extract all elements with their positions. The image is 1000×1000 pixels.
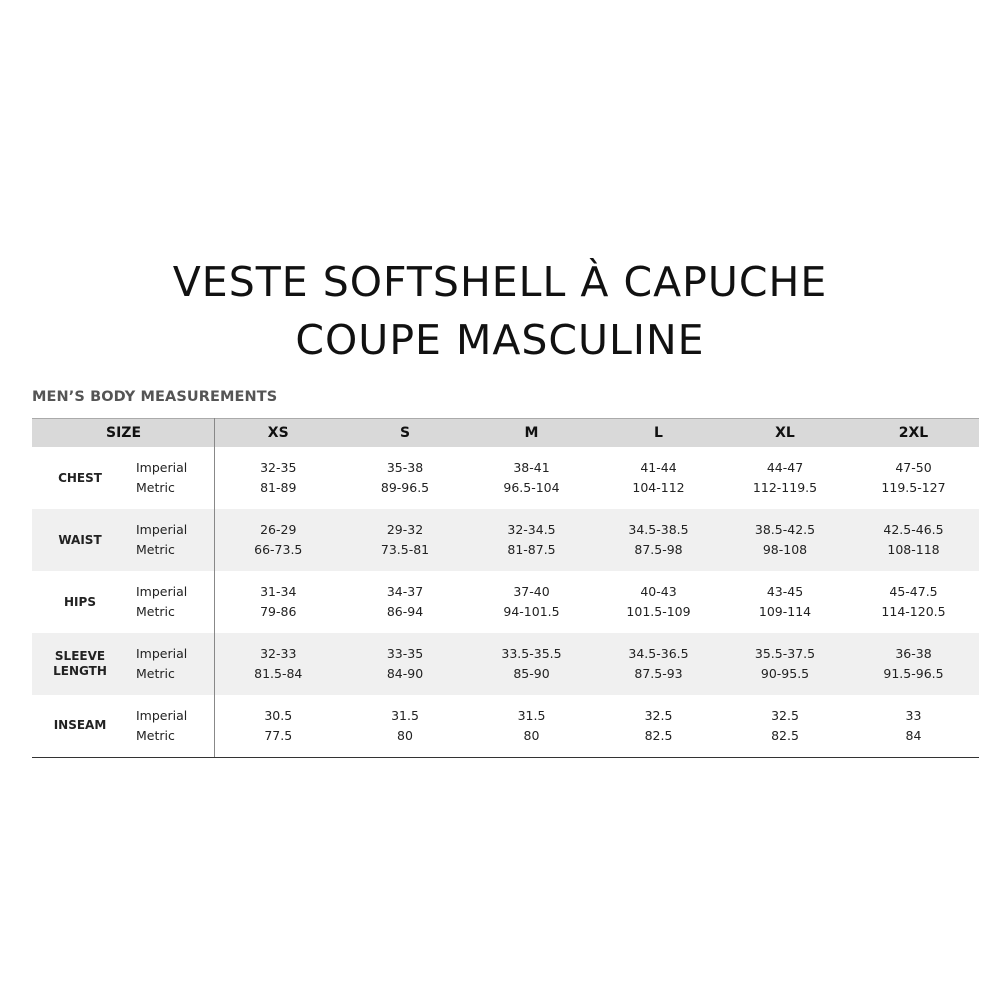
imperial-value: 34.5-38.5	[628, 522, 689, 537]
imperial-value: 37-40	[513, 584, 550, 599]
table-row	[32, 447, 979, 509]
measurement-name: LENGTH	[53, 664, 107, 678]
value-cell	[848, 695, 979, 757]
metric-value: 81-87.5	[507, 542, 556, 557]
imperial-label: Imperial	[136, 646, 188, 661]
imperial-value: 31-34	[260, 584, 297, 599]
value-cell	[848, 447, 979, 509]
value-cell	[342, 447, 468, 509]
metric-value: 89-96.5	[380, 480, 430, 495]
value-cell	[468, 447, 595, 509]
metric-value: 94-101.5	[503, 604, 560, 619]
metric-value: 86-94	[386, 604, 424, 619]
imperial-value: 38.5-42.5	[754, 522, 816, 537]
value-cell	[214, 509, 342, 571]
measurement-label-cell	[32, 447, 214, 509]
product-title-line-1: VESTE SOFTSHELL À CAPUCHE	[172, 258, 828, 306]
header-row	[32, 419, 979, 448]
imperial-value: 35.5-37.5	[754, 646, 816, 661]
measurement-name: WAIST	[58, 532, 102, 547]
size-header-cell: 2XL	[848, 419, 979, 448]
metric-value: 104-112	[632, 480, 685, 495]
metric-value: 85-90	[513, 666, 550, 681]
imperial-value: 33	[905, 707, 922, 723]
value-cell	[342, 695, 468, 757]
metric-value: 82.5	[771, 727, 799, 743]
imperial-value: 41-44	[640, 460, 677, 475]
metric-label: Metric	[136, 666, 175, 681]
value-cell	[468, 633, 595, 695]
value-cell	[848, 633, 979, 695]
measurement-label-cell	[32, 571, 214, 633]
value-cell	[595, 695, 722, 757]
measurement-label-cell	[32, 509, 214, 571]
imperial-value: 30.5	[264, 707, 293, 723]
metric-value: 77.5	[264, 727, 293, 743]
metric-value: 80	[523, 727, 540, 743]
value-cell	[468, 695, 595, 757]
metric-value: 73.5-81	[380, 542, 430, 557]
value-cell	[848, 509, 979, 571]
value-cell	[342, 571, 468, 633]
imperial-label: Imperial	[136, 584, 188, 599]
imperial-label: Imperial	[136, 522, 188, 537]
measurement-name: SLEEVE	[54, 649, 106, 663]
metric-value: 84-90	[386, 666, 424, 681]
imperial-value: 32.5	[644, 707, 673, 723]
imperial-value: 32-33	[260, 646, 297, 661]
imperial-label: Imperial	[136, 707, 188, 723]
imperial-value: 43-45	[766, 584, 804, 599]
value-cell	[342, 509, 468, 571]
size-header: SIZE	[32, 419, 214, 448]
imperial-label: Imperial	[136, 460, 188, 475]
metric-value: 112-119.5	[752, 480, 818, 495]
metric-value: 80	[397, 727, 413, 743]
metric-value: 79-86	[260, 604, 297, 619]
value-cell	[848, 571, 979, 633]
imperial-value: 32.5	[771, 707, 799, 723]
value-cell	[342, 633, 468, 695]
imperial-value: 36-38	[895, 646, 932, 661]
imperial-value: 45-47.5	[889, 584, 938, 599]
size-chart-table	[32, 418, 979, 758]
value-cell	[468, 571, 595, 633]
metric-value: 91.5-96.5	[883, 666, 944, 681]
table-row	[32, 695, 979, 757]
imperial-value: 40-43	[640, 584, 677, 599]
metric-value: 108-118	[887, 542, 940, 557]
metric-value: 98-108	[762, 542, 808, 557]
size-header-cell: S	[342, 419, 468, 448]
value-cell	[214, 633, 342, 695]
imperial-value: 31.5	[517, 707, 546, 723]
value-cell	[722, 571, 848, 633]
metric-value: 96.5-104	[503, 480, 560, 495]
imperial-value: 38-41	[513, 460, 550, 475]
metric-value: 109-114	[758, 604, 812, 619]
imperial-value: 35-38	[386, 460, 424, 475]
metric-value: 114-120.5	[881, 604, 946, 619]
imperial-value: 44-47	[766, 460, 804, 475]
metric-label: Metric	[136, 480, 175, 495]
imperial-value: 33.5-35.5	[501, 646, 562, 661]
metric-value: 66-73.5	[254, 542, 303, 557]
value-cell	[722, 509, 848, 571]
measurement-label-cell	[32, 695, 214, 757]
imperial-value: 47-50	[895, 460, 932, 475]
imperial-value: 31.5	[391, 707, 419, 723]
table-row	[32, 633, 979, 695]
value-cell	[595, 571, 722, 633]
measurement-label-cell	[32, 633, 214, 695]
metric-value: 84	[905, 727, 922, 743]
imperial-value: 34-37	[386, 584, 424, 599]
imperial-value: 29-32	[386, 522, 424, 537]
metric-label: Metric	[136, 727, 175, 743]
metric-value: 87.5-93	[634, 666, 683, 681]
imperial-value: 26-29	[260, 522, 297, 537]
metric-value: 87.5-98	[634, 542, 683, 557]
value-cell	[214, 571, 342, 633]
size-header-cell: L	[595, 419, 722, 448]
measurement-name: CHEST	[58, 470, 102, 485]
size-header-cell: XL	[722, 419, 848, 448]
metric-label: Metric	[136, 604, 175, 619]
section-title: MEN’S BODY MEASUREMENTS	[32, 389, 278, 405]
value-cell	[468, 509, 595, 571]
metric-value: 101.5-109	[626, 604, 691, 619]
metric-value: 81.5-84	[254, 666, 303, 681]
value-cell	[214, 447, 342, 509]
measurement-name: HIPS	[64, 594, 96, 609]
imperial-value: 42.5-46.5	[883, 522, 944, 537]
imperial-value: 34.5-36.5	[628, 646, 689, 661]
metric-value: 119.5-127	[881, 480, 946, 495]
product-title-line-2: COUPE MASCULINE	[295, 316, 705, 364]
metric-value: 81-89	[260, 480, 297, 495]
value-cell	[722, 695, 848, 757]
measurement-name: INSEAM	[53, 718, 107, 733]
value-cell	[595, 509, 722, 571]
metric-label: Metric	[136, 542, 175, 557]
metric-value: 82.5	[644, 727, 673, 743]
table-row	[32, 571, 979, 633]
imperial-value: 32-35	[260, 460, 297, 475]
value-cell	[595, 633, 722, 695]
imperial-value: 33-35	[386, 646, 424, 661]
value-cell	[214, 695, 342, 757]
table-row	[32, 509, 979, 571]
size-header-cell: M	[468, 419, 595, 448]
imperial-value: 32-34.5	[507, 522, 556, 537]
metric-value: 90-95.5	[760, 666, 810, 681]
size-header-cell: XS	[214, 419, 342, 448]
value-cell	[722, 447, 848, 509]
value-cell	[595, 447, 722, 509]
value-cell	[722, 633, 848, 695]
